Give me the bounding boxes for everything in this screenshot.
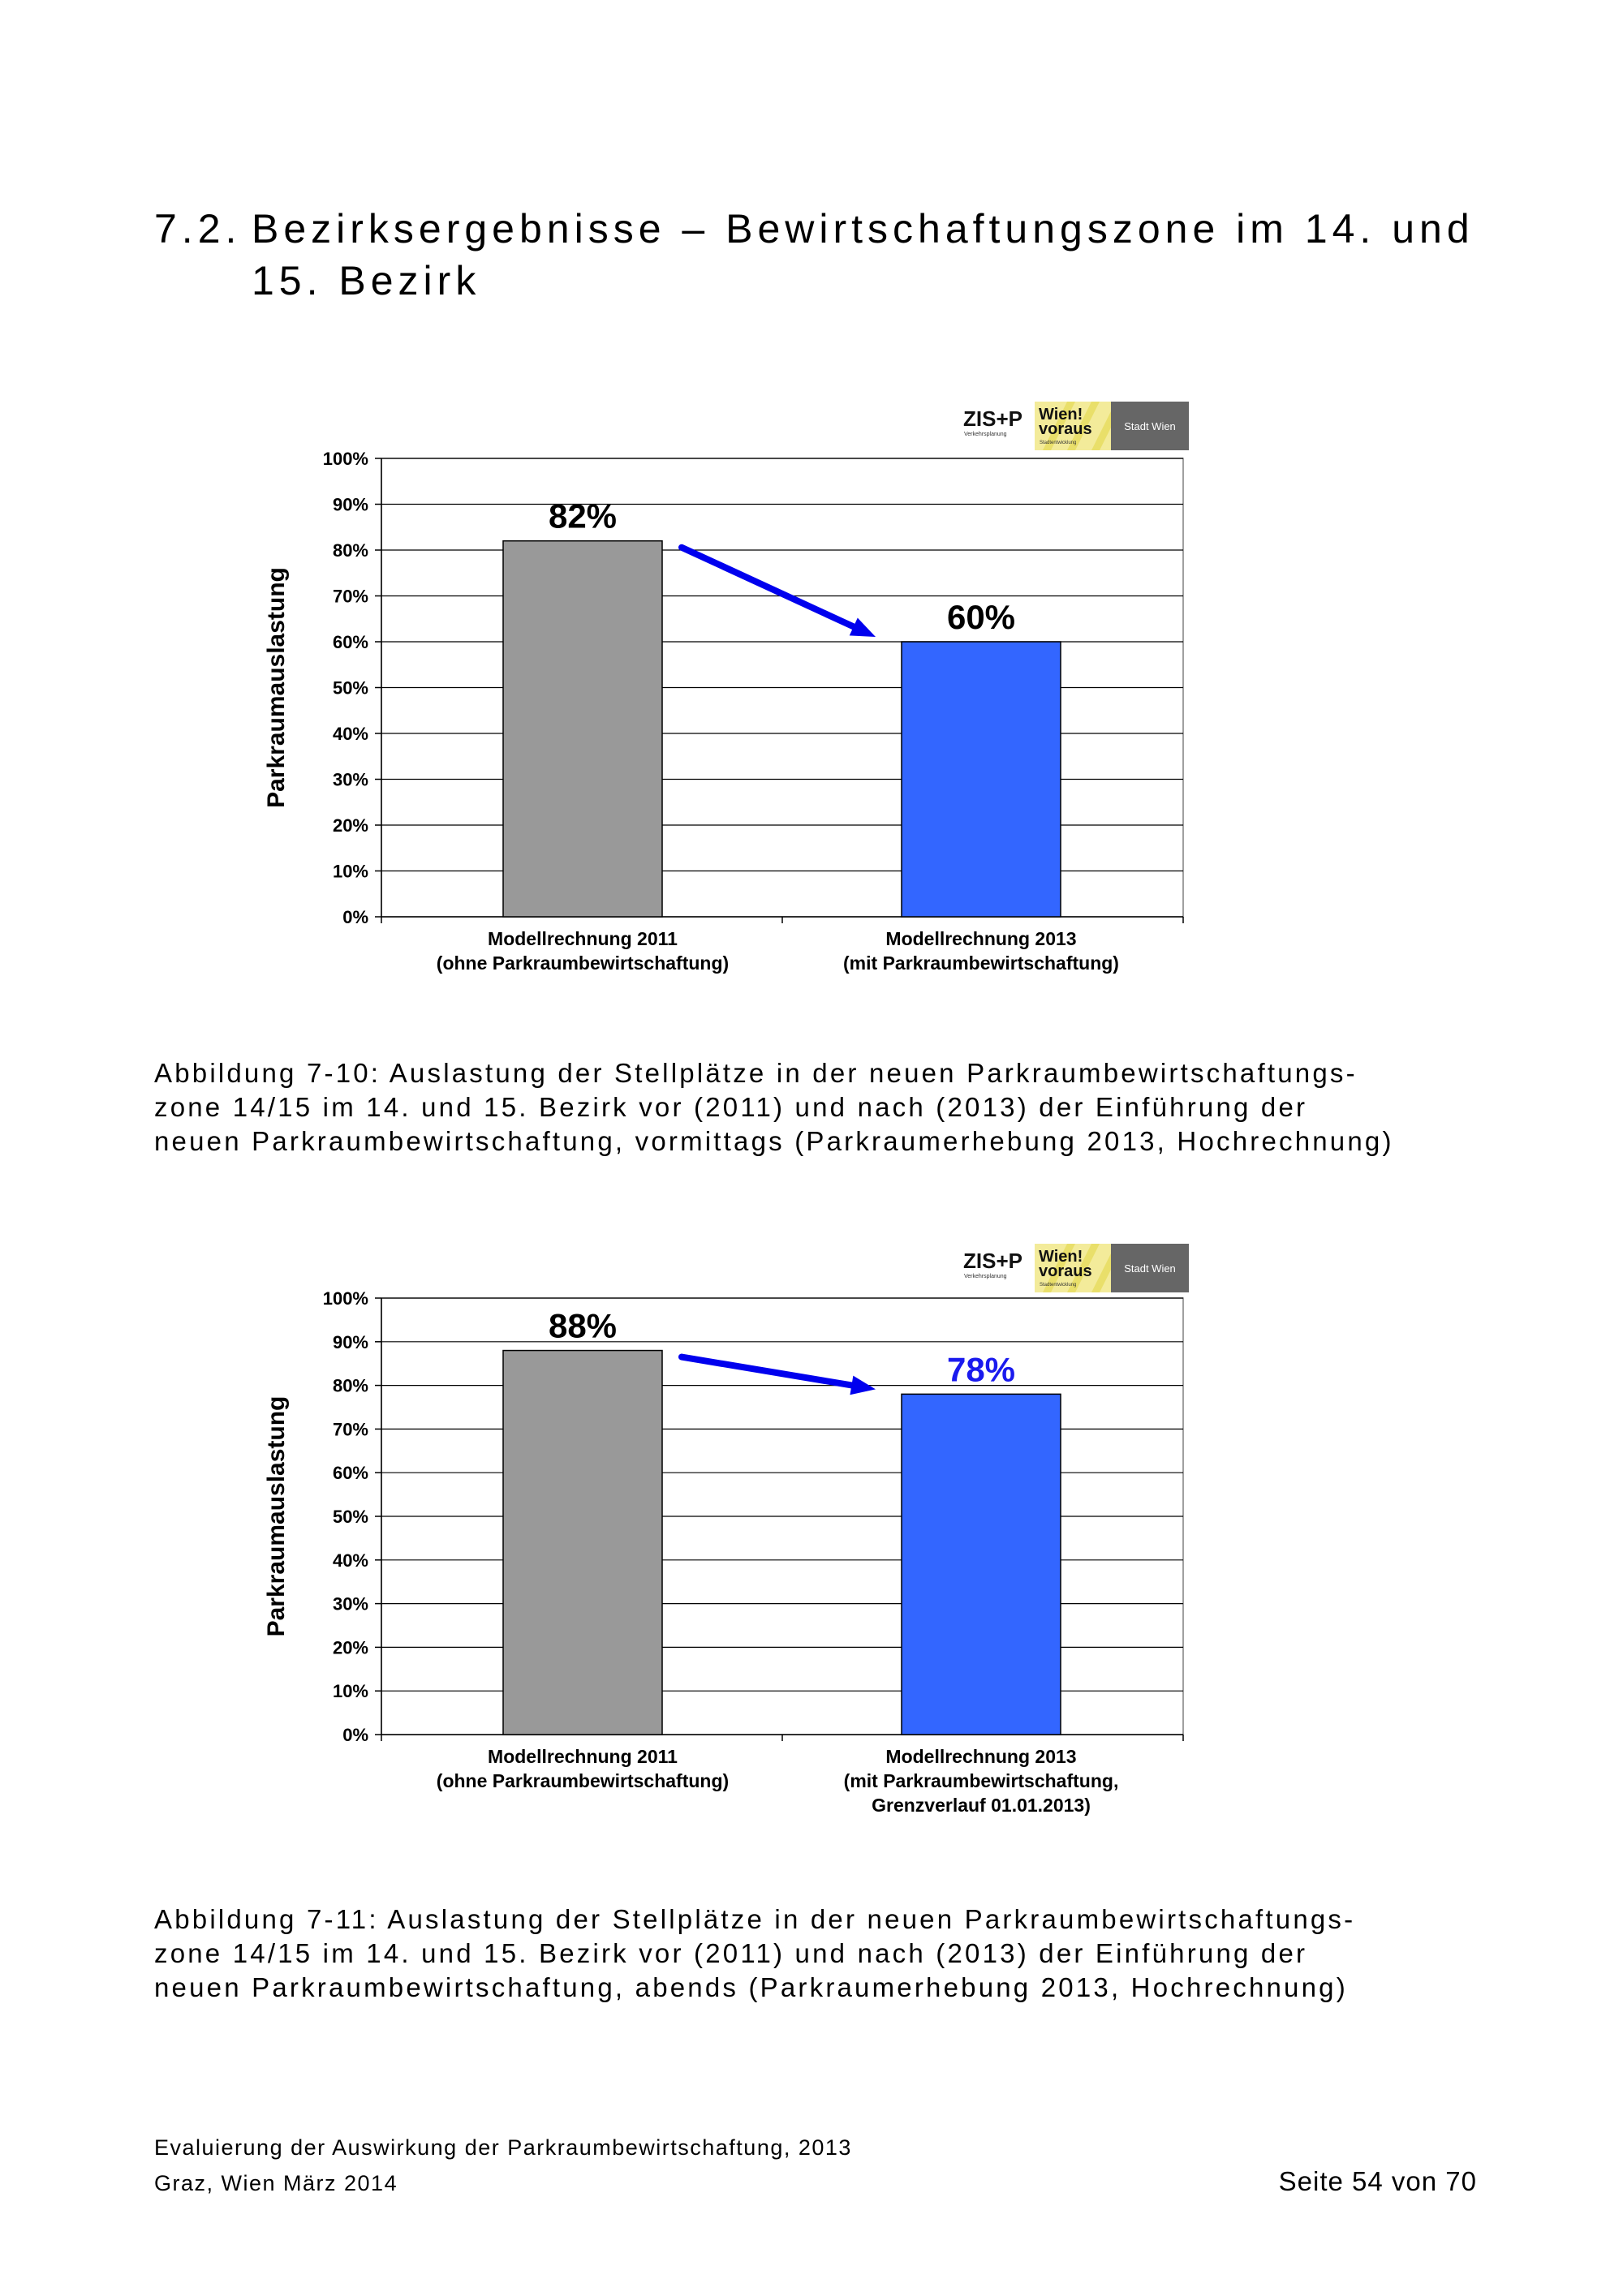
category-label: Modellrechnung 2011 [488,1746,678,1767]
caption-line: neuen Parkraumbewirtschaftung, vormittags (Parkraumerhebung 2013, Hochrechnung) [154,1126,1394,1156]
footer-place-date: Graz, Wien März 2014 [154,2171,398,2195]
y-tick-label: 20% [332,815,368,836]
footer-title: Evaluierung der Auswirkung der Parkraumbewirtschaftung, 2013 [154,2135,852,2160]
logo-wien-sub: Stadtentwicklung [1040,441,1077,445]
figure-caption-7-10 [154,1056,1485,1159]
figure-caption-7-11 [154,1903,1485,2005]
y-tick-label: 30% [332,769,368,790]
caption-line: neuen Parkraumbewirtschaftung, abends (Parkraumerhebung 2013, Hochrechnung) [154,1972,1348,2002]
page-number: Seite 54 von 70 [1278,2166,1477,2196]
caption-line: zone 14/15 im 14. und 15. Bezirk vor (2011) und nach (2013) der Einführung der [154,1938,1308,1968]
y-tick-label: 0% [342,1725,368,1745]
y-tick-label: 80% [332,1375,368,1396]
category-label: (mit Parkraumbewirtschaftung) [843,952,1119,974]
y-tick-label: 10% [332,861,368,882]
y-tick-label: 90% [332,1331,368,1352]
data-label-2: 60% [946,598,1016,636]
chart-vormittags [243,438,1282,1006]
category-label: Modellrechnung 2013 [885,928,1077,949]
y-axis-title: Parkraumauslastung [263,1395,290,1637]
y-tick-label: 50% [332,677,368,699]
caption-line: Abbildung 7-11: Auslastung der Stellplätze in der neuen Parkraumbewirtschaftungs- [154,1904,1356,1934]
logo-wien-2: voraus [1039,1262,1092,1280]
y-tick-label: 30% [332,1593,368,1615]
logo-zis: ZIS+P [963,1249,1022,1273]
bar-2 [902,1394,1061,1735]
logo-zis-sub: Verkehrsplanung [964,1274,1007,1279]
chart-svg-vormittags [243,438,1282,1006]
y-tick-label: 70% [332,1419,368,1440]
category-label: (mit Parkraumbewirtschaftung, [843,1770,1119,1791]
y-tick-label: 50% [332,1507,368,1527]
data-label-1: 88% [548,1306,618,1345]
category-label: (ohne Parkraumbewirtschaftung) [436,952,730,974]
y-axis-title: Parkraumauslastung [263,567,290,808]
y-tick-label: 10% [332,1681,368,1702]
bar-2 [902,642,1061,917]
category-label: Grenzverlauf 01.01.2013) [872,1795,1091,1816]
y-tick-label: 100% [322,449,368,469]
y-tick-label: 60% [332,1463,368,1484]
y-tick-label: 100% [322,1288,368,1309]
category-label: Modellrechnung 2011 [488,928,678,949]
category-label: Modellrechnung 2013 [885,1746,1077,1767]
logo-wien-2: voraus [1039,420,1092,438]
section-number: 7.2. [154,206,242,252]
section-heading [154,203,1474,307]
section-title-line2: 15. Bezirk [252,258,481,303]
caption-line: zone 14/15 im 14. und 15. Bezirk vor (2011) und nach (2013) der Einführung der [154,1092,1308,1122]
y-tick-label: 70% [332,586,368,607]
logo-wien-1: Wien! [1039,1248,1083,1266]
bar-1 [503,541,662,917]
logo-stadt-wien: Stadt Wien [1124,420,1176,432]
logo-stadt-wien: Stadt Wien [1124,1262,1176,1275]
y-tick-label: 60% [332,632,368,652]
y-tick-label: 80% [332,540,368,561]
y-tick-label: 0% [342,907,368,927]
data-label-1: 82% [548,497,618,535]
logo-zis: ZIS+P [963,406,1022,431]
y-tick-label: 90% [332,494,368,515]
chart-svg-abends [243,1266,1282,1850]
y-tick-label: 40% [332,1550,368,1571]
bar-1 [503,1351,662,1735]
caption-line: Abbildung 7-10: Auslastung der Stellplätze in der neuen Parkraumbewirtschaftungs- [154,1058,1358,1088]
y-tick-label: 20% [332,1637,368,1658]
chart-abends [243,1266,1282,1850]
logo-wien-1: Wien! [1039,406,1083,424]
section-title-line1: Bezirksergebnisse – Bewirtschaftungszone im 14. und [252,206,1474,252]
data-label-2: 78% [946,1350,1016,1389]
logo-zis-sub: Verkehrsplanung [964,432,1007,437]
logo-wien-sub: Stadtentwicklung [1040,1283,1077,1288]
category-label: (ohne Parkraumbewirtschaftung) [436,1770,730,1791]
y-tick-label: 40% [332,724,368,744]
